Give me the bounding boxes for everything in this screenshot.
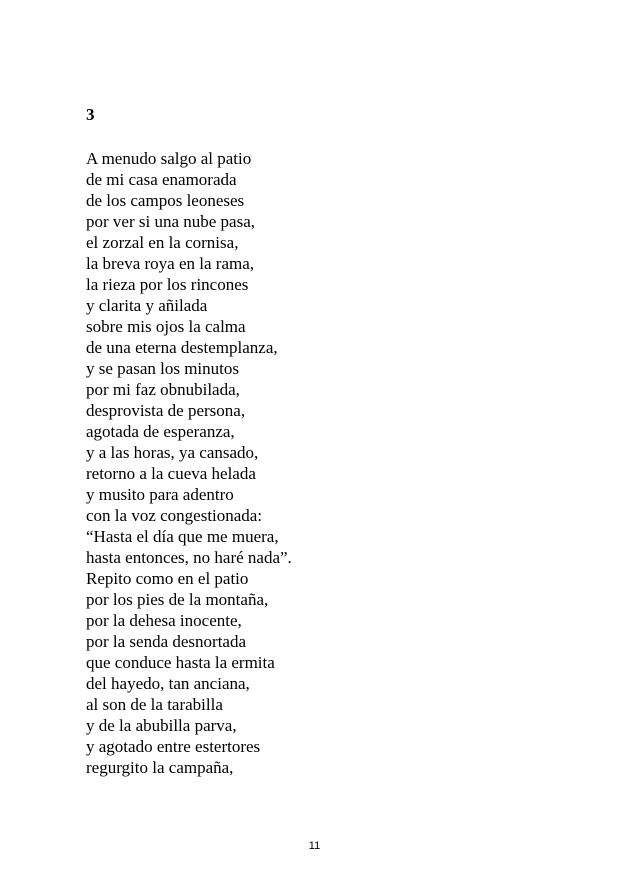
poem-line: la breva roya en la rama, [86, 254, 255, 273]
poem-line: y musito para adentro [86, 485, 234, 504]
poem-line: Repito como en el patio [86, 569, 249, 588]
poem-line: del hayedo, tan anciana, [86, 674, 250, 693]
poem-line: sobre mis ojos la calma [86, 317, 246, 336]
poem-body [86, 148, 292, 778]
poem-line: por la senda desnortada [86, 632, 247, 651]
poem-line: de mi casa enamorada [86, 170, 237, 189]
poem-line: retorno a la cueva helada [86, 464, 256, 483]
poem-line: de los campos leoneses [86, 191, 245, 210]
poem-line: y a las horas, ya cansado, [86, 443, 259, 462]
poem-line: y clarita y añilada [86, 296, 208, 315]
poem-line: y de la abubilla parva, [86, 716, 237, 735]
poem-line: al son de la tarabilla [86, 695, 223, 714]
poem-line: por mi faz obnubilada, [86, 380, 240, 399]
poem-line: “Hasta el día que me muera, [86, 527, 279, 546]
poem-line: regurgito la campaña, [86, 758, 234, 777]
page-number: 11 [308, 840, 321, 852]
poem-line: por ver si una nube pasa, [86, 212, 256, 231]
poem-line: hasta entonces, no haré nada”. [86, 548, 292, 567]
poem-line: y agotado entre estertores [86, 737, 261, 756]
poem-line: de una eterna destemplanza, [86, 338, 278, 357]
poem-number: 3 [86, 105, 95, 124]
poem-line: el zorzal en la cornisa, [86, 233, 239, 252]
poem-line: la rieza por los rincones [86, 275, 249, 294]
poem-line: A menudo salgo al patio [86, 149, 252, 168]
poem-line: desprovista de persona, [86, 401, 246, 420]
poem-line: y se pasan los minutos [86, 359, 239, 378]
poem-line: con la voz congestionada: [86, 506, 263, 525]
poem-line: que conduce hasta la ermita [86, 653, 275, 672]
poem-line: por la dehesa inocente, [86, 611, 242, 630]
poem-line: agotada de esperanza, [86, 422, 235, 441]
poem-line: por los pies de la montaña, [86, 590, 269, 609]
